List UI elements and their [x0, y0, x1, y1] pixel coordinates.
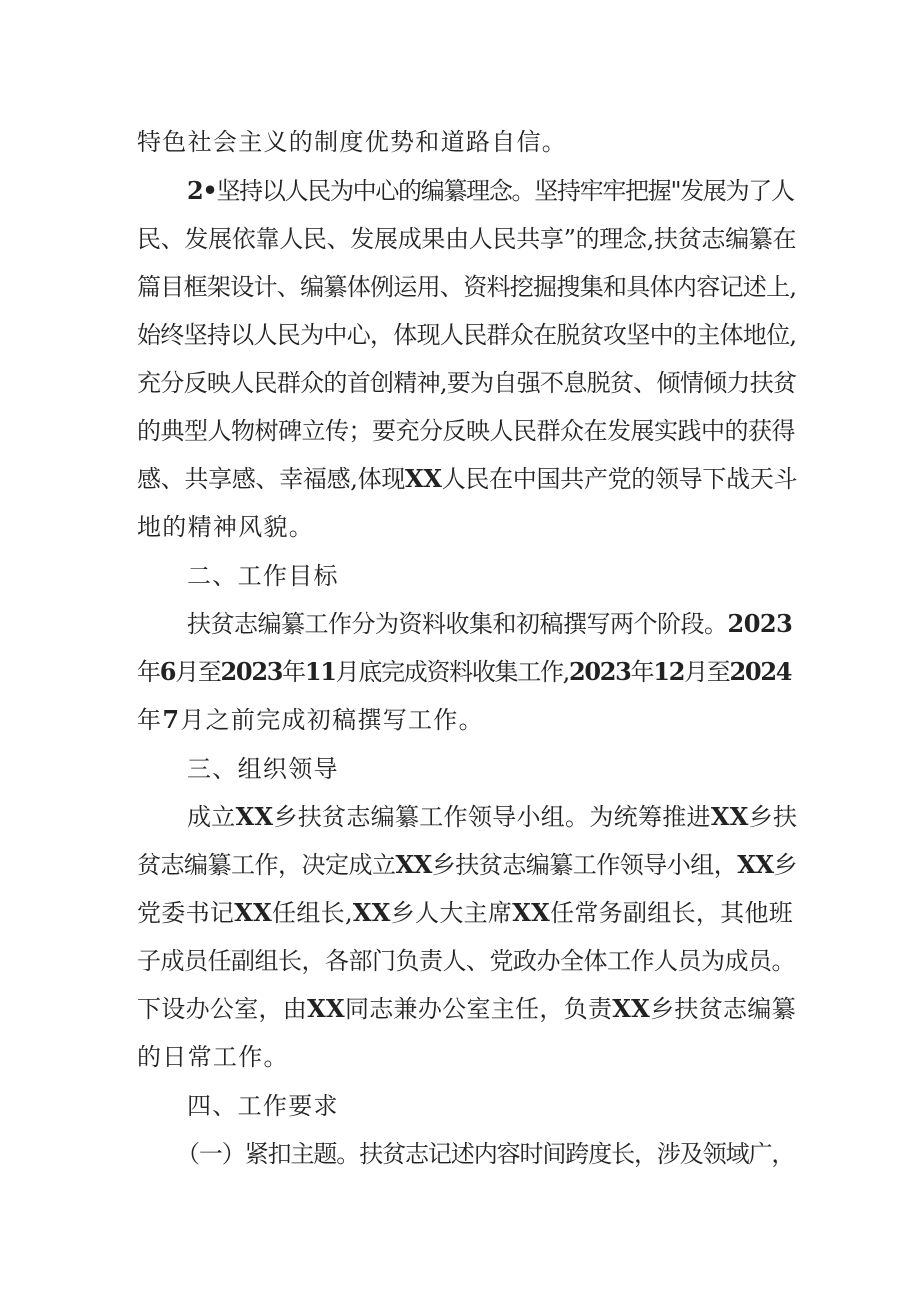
paragraph-line: 年6月至2023年11月底完成资料收集工作,2023年12月至2024 [137, 657, 792, 686]
section-heading: 二、工作目标 [187, 562, 339, 590]
paragraph-line: 感、共享感、幸福感,体现XX人民在中国共产党的领导下战天斗 [137, 464, 798, 493]
paragraph-line: 充分反映人民群众的首创精神,要为自强不息脱贫、倾情倾力扶贫 [137, 369, 797, 397]
section-heading: 三、组织领导 [187, 755, 339, 783]
paragraph-line: 的日常工作。 [137, 1043, 289, 1071]
paragraph-line: 党委书记XX任组长,XX乡人大主席XX任常务副组长，其他班 [137, 898, 794, 927]
paragraph-line: 扶贫志编纂工作分为资料收集和初稿撰写两个阶段。2023 [187, 609, 793, 638]
paragraph-line: 特色社会主义的制度优势和道路自信。 [137, 128, 568, 156]
section-heading: 四、工作要求 [187, 1092, 339, 1120]
paragraph-line: 子成员任副组长，各部门负责人、党政办全体工作人员为成员。 [137, 947, 795, 975]
paragraph-line: 篇目框架设计、编纂体例运用、资料挖掘搜集和具体内容记述上, [137, 273, 797, 301]
paragraph-line: 下设办公室，由XX同志兼办公室主任，负责XX乡扶贫志编纂 [137, 994, 796, 1023]
paragraph-line: 成立XX乡扶贫志编纂工作领导小组。为统筹推进XX乡扶 [187, 802, 798, 831]
paragraph-line: 贫志编纂工作，决定成立XX乡扶贫志编纂工作领导小组，XX乡 [137, 850, 797, 879]
paragraph-line: 年7月之前完成初稿撰写工作。 [137, 705, 484, 734]
paragraph-line: 2•坚持以人民为中心的编纂理念。坚持牢牢把握"发展为了人 [187, 176, 794, 205]
paragraph-line: 的典型人物树碑立传；要充分反映人民群众在发展实践中的获得 [137, 417, 795, 445]
paragraph-line: 地的精神风貌。 [137, 513, 315, 541]
paragraph-line: 始终坚持以人民为中心，体现人民群众在脱贫攻坚中的主体地位, [137, 321, 797, 349]
subsection-line: （一）紧扣主题。扶贫志记述内容时间跨度长，涉及领域广， [176, 1140, 795, 1168]
paragraph-line: 民、发展依靠人民、发展成果由人民共享”的理念,扶贫志编纂在 [137, 225, 797, 253]
